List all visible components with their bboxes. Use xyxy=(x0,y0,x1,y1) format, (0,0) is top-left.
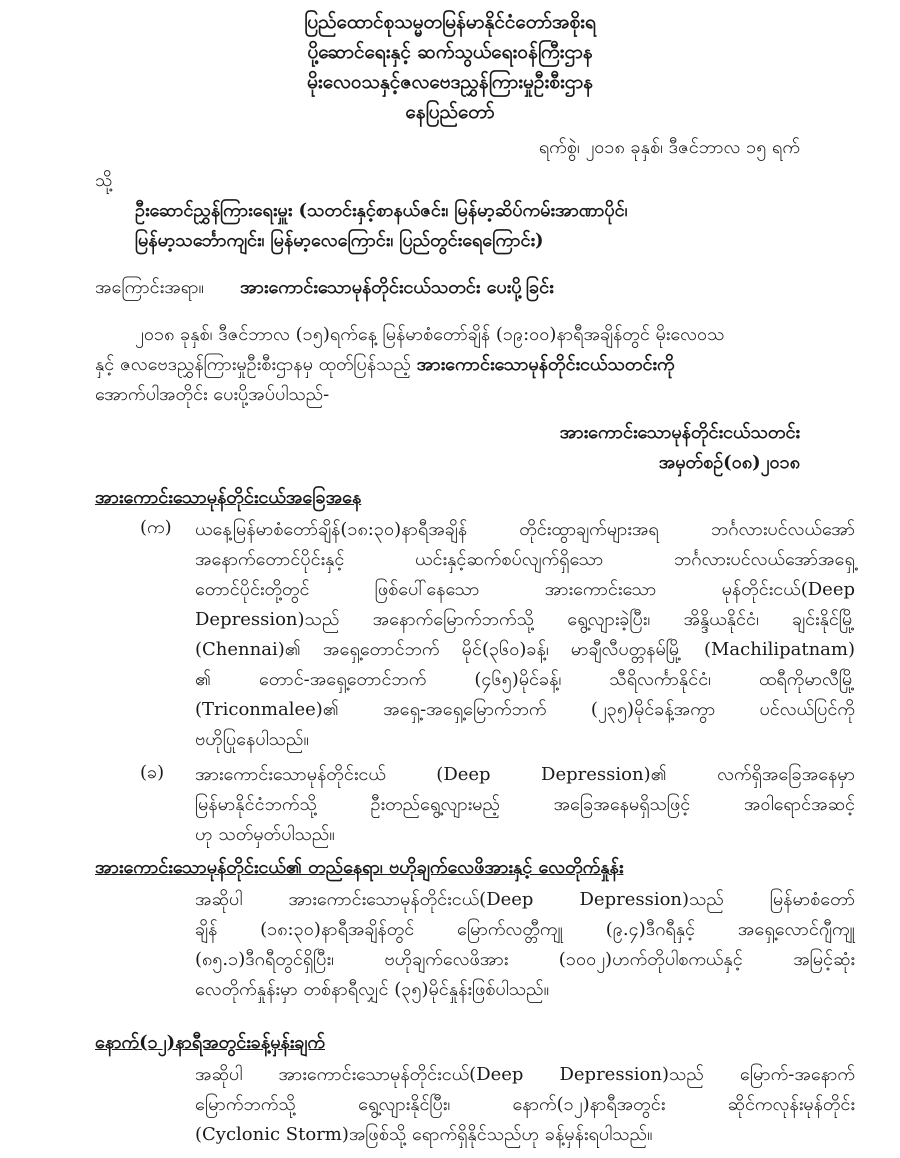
item-a-marker: (က) xyxy=(140,517,172,538)
item-b-marker: (ခ) xyxy=(140,762,165,783)
section-2-line: ချိန် (၁၈:၃၀)နာရီအချိန်တွင် မြောက်လတ္တီကျု (၉.၄)ဒီဂရီနှင့် အရှေ့လောင်ဂျီကျု xyxy=(195,919,855,940)
recipients-line-1: ဦးဆောင်ညွှန်ကြားရေးမှူး (သတင်းနှင့်စာနယ်ဇင်း၊ မြန်မာ့ဆိပ်ကမ်းအာဏာပိုင်၊ xyxy=(135,200,628,221)
section-2-text xyxy=(195,885,855,1005)
ministry-name: ပို့ဆောင်ရေးနှင့် ဆက်သွယ်ရေးဝန်ကြီးဌာန xyxy=(307,41,593,63)
item-a-text xyxy=(195,515,855,755)
department-name: မိုးလေဝသနှင့်ဇလဗေဒညွှန်ကြားမှုဦးစီးဌာန xyxy=(307,71,593,93)
letter-date: ရက်စွဲ၊ ၂၀၁၈ ခုနှစ်၊ ဒီဇင်ဘာလ ၁၅ ရက် xyxy=(538,137,800,158)
item-b-line: မြန်မာနိုင်ငံဘက်သို့ ဦးတည်ရွေ့လျားမည့် အခြေအနေမရှိသဖြင့် အဝါရောင်အဆင့် xyxy=(195,794,855,815)
to-label: သို့ xyxy=(95,170,113,191)
section-3-line: (Cyclonic Storm)အဖြစ်သို့ ရောက်ရှိနိုင်သည်ဟု ခန့်မှန်းရပါသည်။ xyxy=(195,1124,653,1145)
bulletin-title: အားကောင်းသောမုန်တိုင်းငယ်သတင်း xyxy=(559,422,800,443)
recipients-line-2: မြန်မာ့သင်္ဘောကျင်း၊ မြန်မာ့လေကြောင်း၊ ပြည်တွင်းရေကြောင်း) xyxy=(135,230,544,251)
section-2-line: အဆိုပါ အားကောင်းသောမုန်တိုင်းငယ်(Deep Depression)သည် မြန်မာစံတော် xyxy=(195,889,855,910)
item-a-line: အနောက်တောင်ပိုင်းနှင့် ယင်းနှင့်ဆက်စပ်လျက်ရှိသော ဘင်္ဂလားပင်လယ်အော်အရှေ့ xyxy=(195,549,855,570)
section-2-heading: အားကောင်းသောမုန်တိုင်းငယ်၏ တည်နေရာ၊ ဗဟိုချက်လေဖိအားနှင့် လေတိုက်နှုန်း xyxy=(95,857,624,878)
item-a-line: တောင်ပိုင်းတို့တွင် ဖြစ်ပေါ်နေသော အားကောင်းသော မုန်တိုင်းငယ်(Deep xyxy=(195,579,855,600)
section-3-line: အဆိုပါ အားကောင်းသောမုန်တိုင်းငယ်(Deep Depression)သည် မြောက်-အနောက် xyxy=(195,1064,855,1085)
section-3-text xyxy=(195,1060,855,1150)
subject-label: အကြောင်းအရာ။ xyxy=(95,277,204,298)
subject-text: အားကောင်းသောမုန်တိုင်းငယ်သတင်း ပေးပို့ခြင်း xyxy=(240,277,554,298)
section-3-line: မြောက်ဘက်သို့ ရွေ့လျားနိုင်ပြီး၊ နောက်(၁၂)နာရီအတွင်း ဆိုင်ကလုန်းမုန်တိုင်း xyxy=(195,1094,855,1115)
bulletin-number: အမှတ်စဉ်(၀၈)၂၀၁၈ xyxy=(658,452,800,473)
section-2-line: (၈၅.၁)ဒီဂရီတွင်ရှိပြီး၊ ဗဟိုချက်လေဖိအား (၁၀၀၂)ဟက်တိုပါစကယ်နှင့် အမြင့်ဆုံး xyxy=(195,949,855,970)
section-3-heading: နောက်(၁၂)နာရီအတွင်းခန့်မှန်းချက် xyxy=(95,1032,325,1053)
item-b-line: အားကောင်းသောမုန်တိုင်းငယ် (Deep Depression)၏ လက်ရှိအခြေအနေမှာ xyxy=(195,764,855,785)
intro-line-2a: နှင့် ဇလဗေဒညွှန်ကြားမှုဦးစီးဌာနမှ ထုတ်ပြန်သည့် xyxy=(95,354,411,375)
intro-line-1: ၂၀၁၈ ခုနှစ်၊ ဒီဇင်ဘာလ (၁၅)ရက်နေ့ မြန်မာစံတော်ချိန် (၁၉:၀၀)နာရီအချိန်တွင် မိုးလေဝသ xyxy=(135,324,725,345)
item-a-line: ဗဟိုပြုနေပါသည်။ xyxy=(195,729,309,750)
gov-name: ပြည်ထောင်စုသမ္မတမြန်မာနိုင်ငံတော်အစိုးရ xyxy=(304,11,596,33)
section-2-line: လေတိုက်နှုန်းမှာ တစ်နာရီလျှင် (၃၅)မိုင်နှုန်းဖြစ်ပါသည်။ xyxy=(195,979,550,1000)
item-a-line: (Triconmalee)၏ အရှေ့-အရှေ့မြောက်ဘက် (၂၃၅)မိုင်ခန့်အကွာ ပင်လယ်ပြင်ကို xyxy=(195,699,855,720)
item-b-text xyxy=(195,760,855,850)
intro-line-3: အောက်ပါအတိုင်း ပေးပို့အပ်ပါသည်- xyxy=(95,384,330,405)
item-a-line: Depression)သည် အနောက်မြောက်ဘက်သို့ ရွေ့လျားခဲ့ပြီး၊ အိန္ဒိယနိုင်ငံ၊ ချင်းနိုင်မြို့ xyxy=(195,609,855,630)
location: နေပြည်တော် xyxy=(405,101,495,123)
item-b-line: ဟု သတ်မှတ်ပါသည်။ xyxy=(195,824,335,845)
intro-line-2b: အားကောင်းသောမုန်တိုင်းငယ်သတင်းကို xyxy=(416,354,675,375)
item-a-line: (Chennai)၏ အရှေ့တောင်ဘက် မိုင်(၃၆၀)ခန့်၊ မာချီလီပတ္တနမ်မြို့ (Machilipatnam) xyxy=(195,639,855,660)
section-1-heading: အားကောင်းသောမုန်တိုင်းငယ်အခြေအနေ xyxy=(95,487,362,508)
intro-line-2 xyxy=(95,352,855,379)
item-a-line: ၏ တောင်-အရှေ့တောင်ဘက် (၄၆၅)မိုင်ခန့်၊ သီရိလင်္ကာနိုင်ငံ၊ ထရီကိုမာလီမြို့ xyxy=(195,669,855,690)
item-a-line: ယနေ့မြန်မာစံတော်ချိန်(၁၈:၃၀)နာရီအချိန် တိုင်းထွာချက်များအရ ဘင်္ဂလားပင်လယ်အော် xyxy=(195,519,855,540)
